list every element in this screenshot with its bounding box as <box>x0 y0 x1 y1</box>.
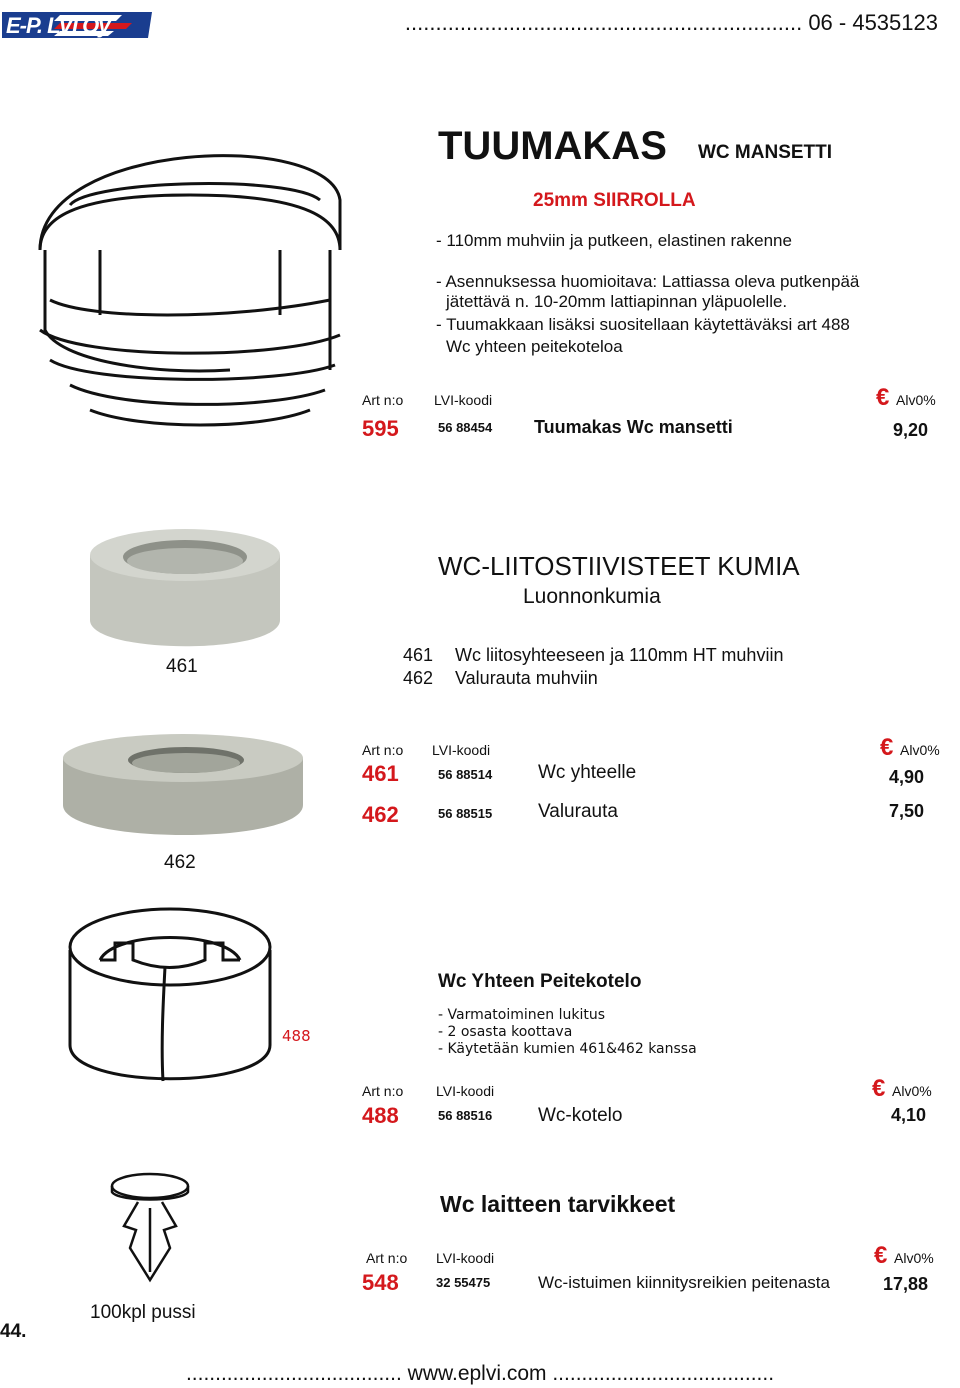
product-name: Wc-kotelo <box>538 1105 623 1126</box>
product-name: Tuumakas Wc mansetti <box>534 417 733 437</box>
art-header: Art n:o <box>362 742 404 758</box>
product-lvi-code: 56 88514 <box>438 767 493 782</box>
euro-icon: € <box>876 384 890 411</box>
page-number: 44. <box>0 1321 27 1342</box>
product-art-number: 595 <box>362 416 399 441</box>
gasket-461-label: 461 <box>166 656 198 677</box>
product-price: 17,88 <box>882 1274 928 1294</box>
section3-title: Wc Yhteen Peitekotelo <box>438 971 642 992</box>
plug-pin-label: 100kpl pussi <box>90 1302 196 1323</box>
gasket-461-image <box>85 525 285 650</box>
art-header: Art n:o <box>362 392 404 408</box>
tuumakas-image <box>30 100 350 430</box>
section1-bullet3a: - Tuumakkaan lisäksi suositellaan käytettäväksi art 488 <box>436 315 850 334</box>
cover-488-image <box>65 905 275 1085</box>
plug-pin-image <box>108 1168 192 1283</box>
product-name: Wc-istuimen kiinnitysreikien peitenasta <box>538 1273 830 1292</box>
cover-488-label: 488 <box>282 1027 311 1045</box>
product-lvi-code: 56 88516 <box>438 1108 493 1123</box>
section3-bullet3: - Käytetään kumien 461&462 kanssa <box>438 1041 697 1057</box>
section2-title: WC-LIITOSTIIVISTEET KUMIA <box>438 551 800 581</box>
lvi-header: LVI-koodi <box>434 392 493 408</box>
euro-icon: € <box>872 1075 886 1102</box>
product-art-number: 488 <box>362 1103 399 1128</box>
gasket-462-label: 462 <box>164 852 196 873</box>
product-price: 9,20 <box>892 420 928 440</box>
header-phone: ................................................................. 06 - 4535123 <box>404 10 938 35</box>
desc-461-number: 461 <box>403 645 434 665</box>
vat-header: Alv0% <box>894 1250 934 1266</box>
product-price: 7,50 <box>888 801 924 821</box>
product-price: 4,10 <box>890 1105 926 1125</box>
vat-header: Alv0% <box>892 1083 932 1099</box>
product-lvi-code: 32 55475 <box>436 1275 491 1290</box>
lvi-header: LVI-koodi <box>436 1250 495 1266</box>
logo-text: E-P. LVI Oy <box>6 13 110 38</box>
section3-bullet2: - 2 osasta koottava <box>438 1024 573 1040</box>
product-lvi-code: 56 88515 <box>438 806 493 821</box>
art-header: Art n:o <box>362 1083 404 1099</box>
section2-subtitle: Luonnonkumia <box>523 585 661 608</box>
product-art-number: 462 <box>362 802 399 827</box>
product-lvi-code: 56 88454 <box>438 420 493 435</box>
product-price: 4,90 <box>888 767 924 787</box>
desc-462-number: 462 <box>403 668 434 688</box>
vat-header: Alv0% <box>896 392 936 408</box>
product-art-number: 461 <box>362 761 399 786</box>
product-name: Valurauta <box>538 801 618 822</box>
desc-461-text: Wc liitosyhteeseen ja 110mm HT muhviin <box>455 645 784 665</box>
footer-website: ..................................... www.eplvi.com ...................................... <box>185 1362 775 1385</box>
section1-bullet3b: Wc yhteen peitekoteloa <box>446 337 623 356</box>
product-name: Wc yhteelle <box>538 762 637 783</box>
art-header: Art n:o <box>366 1250 408 1266</box>
company-logo <box>2 10 162 40</box>
euro-icon: € <box>874 1242 888 1269</box>
lvi-header: LVI-koodi <box>432 742 491 758</box>
section1-bullet1: - 110mm muhviin ja putkeen, elastinen rakenne <box>436 231 792 250</box>
vat-header: Alv0% <box>900 742 940 758</box>
desc-462-text: Valurauta muhviin <box>455 668 598 688</box>
section1-offset: 25mm SIIRROLLA <box>533 190 696 211</box>
section4-title: Wc laitteen tarvikkeet <box>440 1191 676 1217</box>
product-art-number: 548 <box>362 1270 399 1295</box>
section1-title: TUUMAKAS <box>438 124 667 168</box>
euro-icon: € <box>880 734 894 761</box>
section1-bullet2a: - Asennuksessa huomioitava: Lattiassa oleva putkenpää <box>436 272 860 291</box>
gasket-462-image <box>58 730 308 840</box>
section3-bullet1: - Varmatoiminen lukitus <box>438 1007 605 1023</box>
section1-subtitle: WC MANSETTI <box>698 142 833 163</box>
lvi-header: LVI-koodi <box>436 1083 495 1099</box>
section1-bullet2b: jätettävä n. 10-20mm lattiapinnan yläpuolelle. <box>446 292 788 311</box>
